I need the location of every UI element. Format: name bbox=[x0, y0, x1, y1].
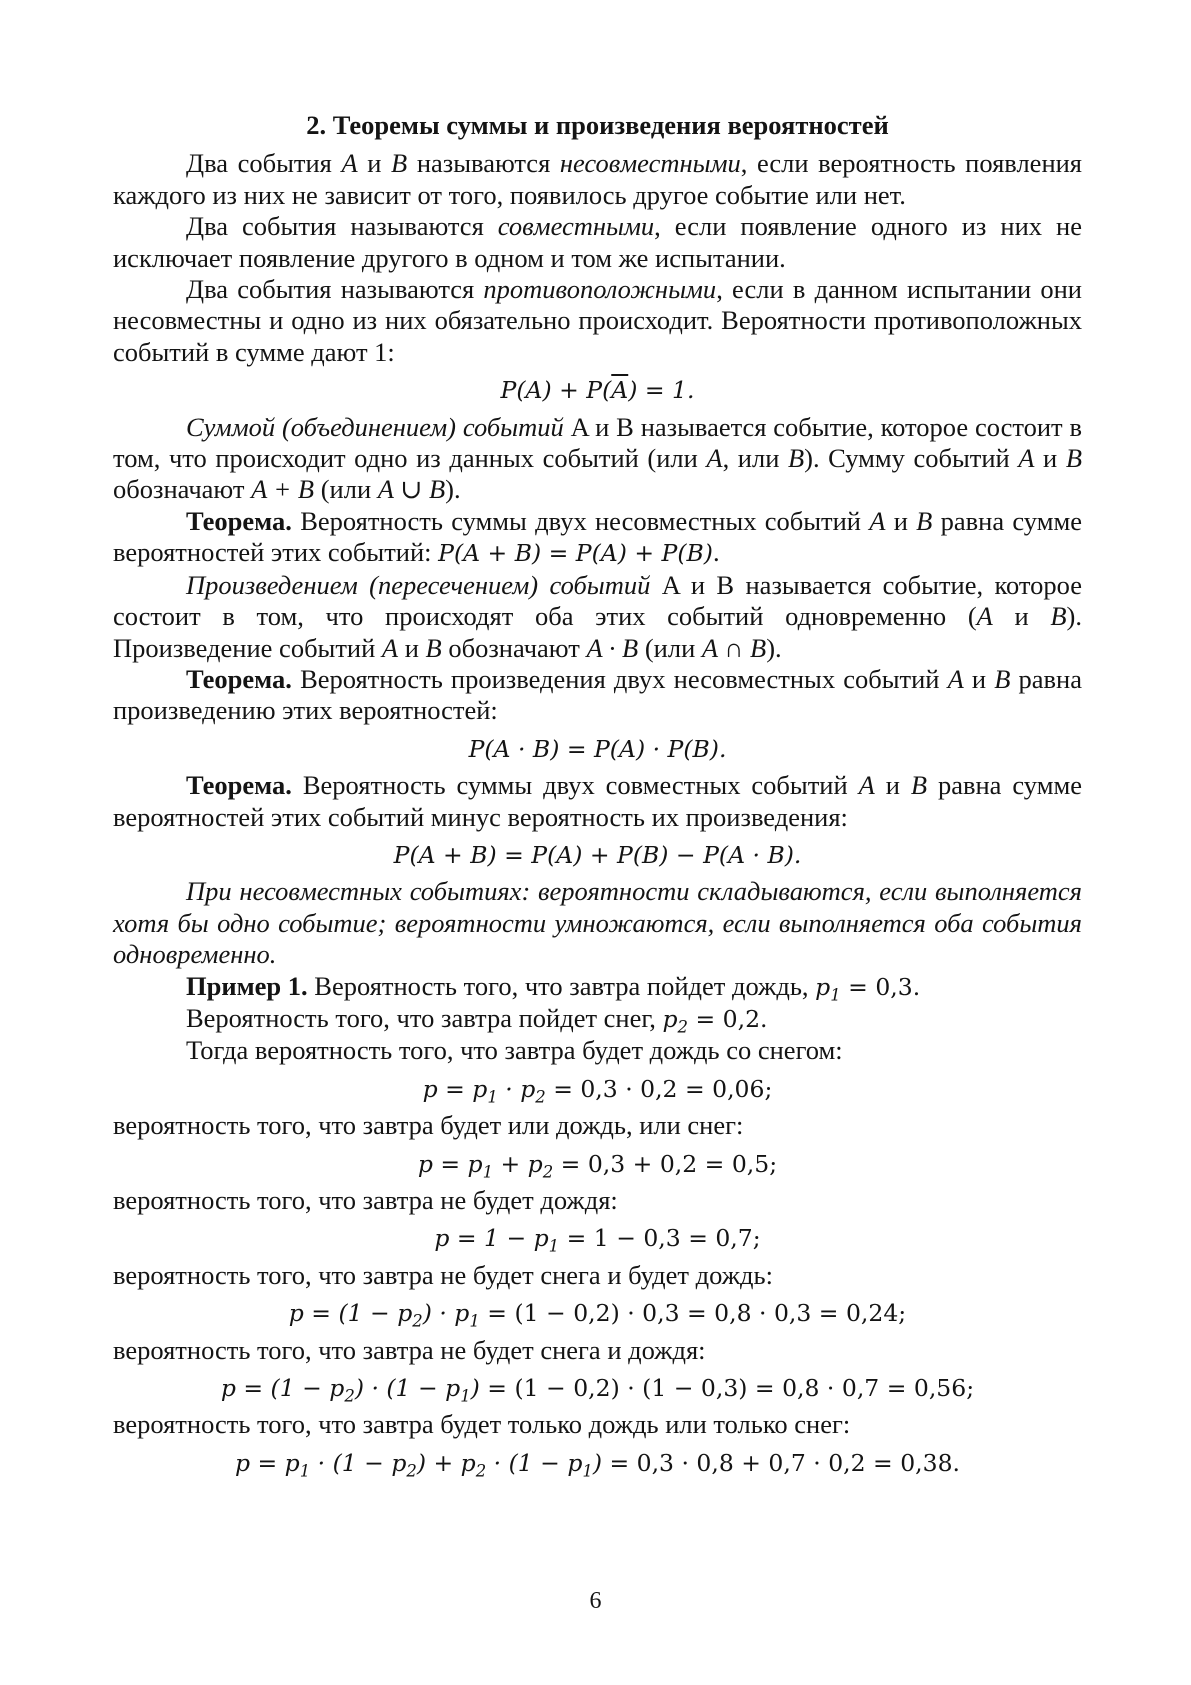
section-title: 2. Теоремы суммы и произведения вероятностей bbox=[306, 110, 889, 140]
example-line-8: вероятность того, что завтра будет только дождь или только снег: bbox=[113, 1409, 851, 1440]
definition-opposite: Два события называются противоположными, если в данном испытании они несовместны и одно из них обязательно происходит. Вероятности противоположных событий в сумме дают 1: bbox=[113, 274, 1082, 367]
example-formula-6: $p = p_1 \cdot (1 - p_2) + p_2 \cdot (1 - p_1) = 0,3 \cdot 0,8 + 0,7 \cdot 0,2 = 0,38$. bbox=[234, 1448, 960, 1481]
example-formula-5: $p = (1 - p_2) \cdot (1 - p_1) = (1 - 0,2) \cdot (1 - 0,3) = 0,8 \cdot 0,7 = 0,56$; bbox=[220, 1374, 975, 1406]
example-line-6: вероятность того, что завтра не будет снега и будет дождь: bbox=[113, 1259, 773, 1290]
formula-sum-compatible: P(A + B) = P(A) + P(B) − P(A · B). bbox=[393, 840, 802, 869]
theorem-product: Теорема. Вероятность произведения двух несовместных событий A и B равна произведению этих вероятностей: bbox=[113, 663, 1082, 726]
definition-sum: Суммой (объединением) событий A и B называется событие, которое состоит в том, что происходит одно из данных событий (или A, или B). Сумму событий A и B обозначают A + B (или A ∪ B). bbox=[113, 411, 1082, 505]
page-number: 6 bbox=[589, 1588, 602, 1614]
example-formula-4: $p = (1 - p_2) \cdot p_1 = (1 - 0,2) \cdot 0,3 = 0,8 \cdot 0,3 = 0,24$; bbox=[288, 1299, 907, 1331]
example-formula-1: $p = p_1 \cdot p_2 = 0,3 \cdot 0,2 = 0,06$; bbox=[422, 1074, 773, 1107]
theorem-sum-compatible: Теорема. Вероятность суммы двух совместных событий A и B равна сумме вероятностей этих событий минус вероятность их произведения: bbox=[113, 770, 1082, 832]
example-line-4: вероятность того, что завтра будет или дождь, или снег: bbox=[113, 1110, 744, 1141]
example-line-3: Тогда вероятность того, что завтра будет дождь со снегом: bbox=[186, 1035, 843, 1066]
theorem-sum-incompatible: Теорема. Вероятность суммы двух несовместных событий A и B равна сумме вероятностей этих событий: P(A + B) = P(A) + P(B). bbox=[113, 505, 1082, 568]
example-formula-2: $p = p_1 + p_2 = 0,3 + 0,2 = 0,5$; bbox=[417, 1149, 778, 1182]
formula-complement: $P(A) + P(\overline{A}) = 1$. bbox=[500, 376, 695, 405]
definition-compatible: Два события называются совместными, если появление одного из них не исключает появление другого в одном и том же испытании. bbox=[113, 211, 1082, 273]
definition-product: Произведением (пересечением) событий A и B называется событие, которое состоит в том, что происходят оба этих событий одновременно (A и B). Произведение событий A и B обозначают A · B (или A ∩ B). bbox=[113, 569, 1082, 663]
example-line-1: Пример 1. Вероятность того, что завтра пойдет дождь, $p_1 = 0,3$. bbox=[186, 970, 921, 1005]
formula-product: P(A · B) = P(A) · P(B). bbox=[468, 734, 727, 763]
example-line-5: вероятность того, что завтра не будет дождя: bbox=[113, 1185, 618, 1215]
example-formula-3: $p = 1 - p_1 = 1 - 0,3 = 0,7$; bbox=[434, 1224, 761, 1257]
definition-incompatible: Два события A и B называются несовместными, если вероятность появления каждого из них не зависит от того, появилось другое событие или нет. bbox=[113, 148, 1082, 210]
example-line-7: вероятность того, что завтра не будет снега и дождя: bbox=[113, 1334, 706, 1365]
page-content bbox=[113, 110, 1082, 1484]
example-line-2: Вероятность того, что завтра пойдет снег, $p_2 = 0,2$. bbox=[186, 1002, 768, 1037]
note-rule: При несовместных событиях: вероятности складываются, если выполняется хотя бы одно событие; вероятности умножаются, если выполняется оба события одновременно. bbox=[113, 876, 1082, 970]
